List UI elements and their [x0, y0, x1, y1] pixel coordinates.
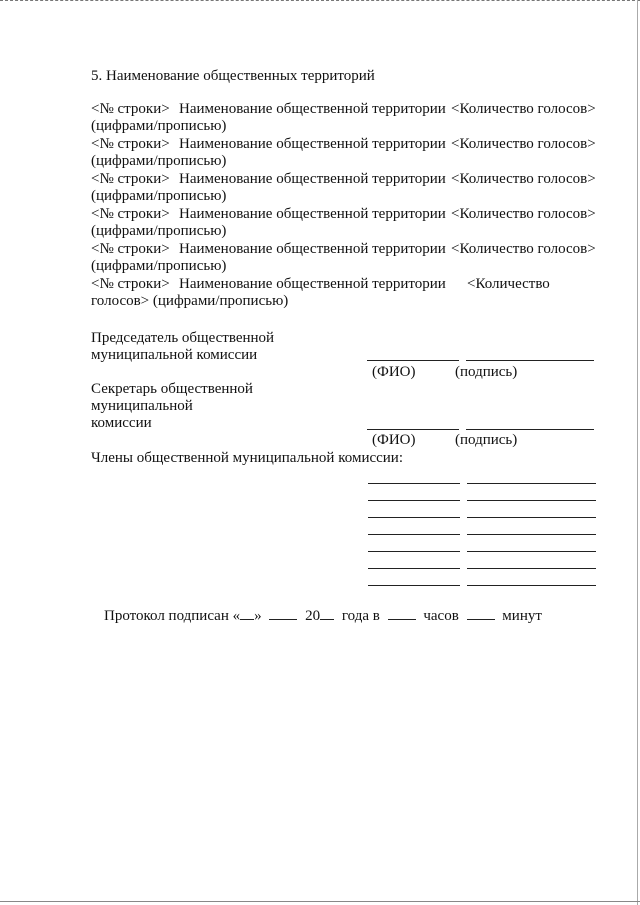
territory-name: Наименование общественной территории — [179, 136, 446, 152]
secretary-signature-field[interactable] — [466, 429, 594, 430]
territory-name: Наименование общественной территории — [179, 206, 446, 222]
day-blank[interactable] — [240, 607, 254, 620]
chairman-signature-caption: (подпись) — [455, 364, 518, 380]
members-label: Члены общественной муниципальной комиссии: — [91, 450, 404, 466]
vote-count-format: (цифрами/прописью) — [91, 223, 227, 239]
section-heading: 5. Наименование общественных территорий — [91, 68, 375, 84]
member-signature-field[interactable] — [467, 500, 596, 501]
minutes-blank[interactable] — [467, 607, 495, 620]
member-signature-field[interactable] — [467, 551, 596, 552]
protocol-text-minutes: минут — [502, 608, 542, 624]
territory-name: Наименование общественной территории — [179, 276, 446, 292]
territory-row — [91, 171, 611, 205]
territory-row — [91, 136, 611, 170]
member-fio-field[interactable] — [368, 500, 460, 501]
territory-row — [91, 206, 611, 240]
secretary-fio-caption: (ФИО) — [372, 432, 416, 448]
row-number: <№ строки> — [91, 101, 170, 117]
scan-right-edge — [637, 0, 638, 905]
vote-count: <Количество голосов> — [451, 206, 596, 222]
vote-count: <Количество — [467, 276, 550, 292]
vote-count-format: (цифрами/прописью) — [91, 188, 227, 204]
secretary-label-line3: комиссии — [91, 415, 152, 431]
territory-row — [91, 101, 611, 135]
member-fio-field[interactable] — [368, 585, 460, 586]
chairman-label-line1: Председатель общественной — [91, 330, 275, 346]
member-fio-field[interactable] — [368, 483, 460, 484]
chairman-label-line2: муниципальной комиссии — [91, 347, 258, 363]
vote-count: <Количество голосов> — [451, 101, 596, 117]
secretary-label-line1: Секретарь общественной — [91, 381, 253, 397]
member-signature-field[interactable] — [467, 483, 596, 484]
row-number: <№ строки> — [91, 206, 170, 222]
member-fio-field[interactable] — [368, 534, 460, 535]
hours-blank[interactable] — [388, 607, 416, 620]
row-number: <№ строки> — [91, 276, 170, 292]
vote-count-format: голосов> (цифрами/прописью) — [91, 293, 289, 309]
member-fio-field[interactable] — [368, 517, 460, 518]
territory-name: Наименование общественной территории — [179, 171, 446, 187]
row-number: <№ строки> — [91, 241, 170, 257]
protocol-century: 20 — [305, 608, 321, 624]
vote-count-format: (цифрами/прописью) — [91, 258, 227, 274]
vote-count: <Количество голосов> — [451, 171, 596, 187]
member-signature-field[interactable] — [467, 568, 596, 569]
row-number: <№ строки> — [91, 136, 170, 152]
member-fio-field[interactable] — [368, 551, 460, 552]
member-signature-field[interactable] — [467, 517, 596, 518]
chairman-fio-field[interactable] — [367, 360, 459, 361]
vote-count: <Количество голосов> — [451, 241, 596, 257]
protocol-text-year: года в — [341, 608, 380, 624]
territory-name: Наименование общественной территории — [179, 241, 446, 257]
protocol-text-quote-close: » — [254, 608, 262, 624]
chairman-fio-caption: (ФИО) — [372, 364, 416, 380]
scan-bottom-edge — [0, 901, 640, 902]
vote-count-format: (цифрами/прописью) — [91, 118, 227, 134]
protocol-text-hours: часов — [423, 608, 459, 624]
member-signature-field[interactable] — [467, 585, 596, 586]
secretary-fio-field[interactable] — [367, 429, 459, 430]
row-number: <№ строки> — [91, 171, 170, 187]
vote-count-format: (цифрами/прописью) — [91, 153, 227, 169]
scan-top-edge — [0, 0, 640, 4]
month-blank[interactable] — [269, 607, 297, 620]
secretary-signature-caption: (подпись) — [455, 432, 518, 448]
territory-row — [91, 241, 611, 275]
member-fio-field[interactable] — [368, 568, 460, 569]
territory-name: Наименование общественной территории — [179, 101, 446, 117]
vote-count: <Количество голосов> — [451, 136, 596, 152]
year-blank[interactable] — [320, 607, 334, 620]
chairman-signature-field[interactable] — [466, 360, 594, 361]
secretary-label-line2: муниципальной — [91, 398, 193, 414]
protocol-signed-line — [104, 607, 542, 625]
territory-row — [91, 276, 611, 310]
protocol-text-start: Протокол подписан « — [104, 608, 241, 624]
member-signature-field[interactable] — [467, 534, 596, 535]
